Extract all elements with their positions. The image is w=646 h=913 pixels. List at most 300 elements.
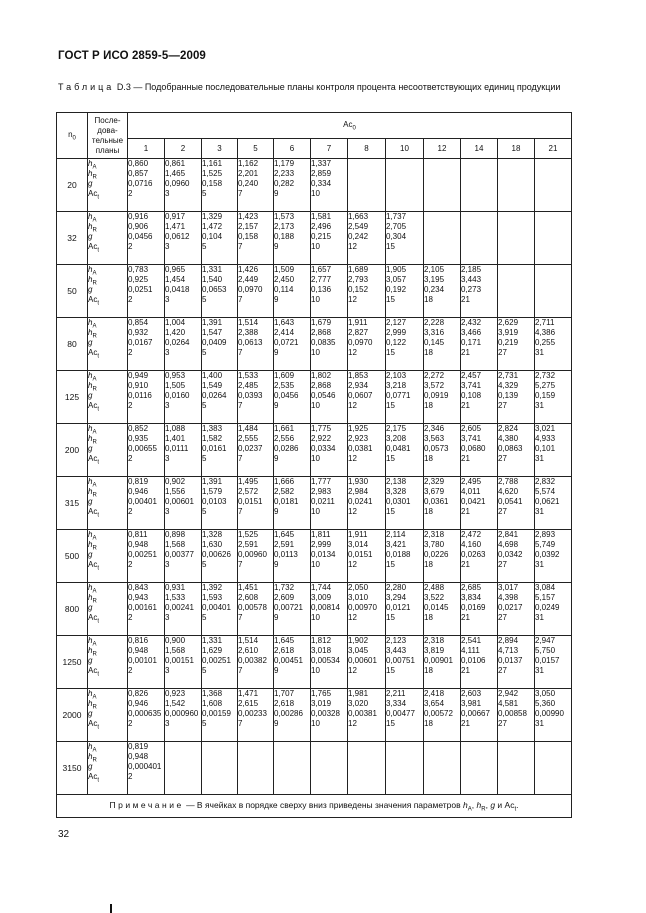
plan-value: 1,549 [202,381,223,390]
plan-value: 15 [386,454,395,463]
plan-value: 1,509 [274,265,295,274]
plan-cell [348,742,386,795]
parameter-label [88,454,127,464]
plan-value: 1,707 [274,689,295,698]
plan-cell [461,371,498,424]
plan-cell [535,742,572,795]
plan-value: 3,050 [535,689,556,698]
plan-value: 0,00251 [202,656,231,665]
plan-value: 1,581 [311,212,332,221]
table-row [57,159,572,212]
plan-value: 21 [461,666,470,675]
plan-value: 1,331 [202,636,223,645]
parameter-symbol: g [88,338,93,347]
parameter-label [88,507,127,517]
plan-cell [535,424,572,477]
parameter-symbol: h [88,742,93,751]
plan-cell [348,530,386,583]
plan-cell [461,530,498,583]
sample-size-cell: 800 [57,583,88,636]
plan-value: 15 [386,295,395,304]
plan-cell [348,636,386,689]
parameter-label [88,169,127,179]
plan-value: 0,00401 [202,603,231,612]
plan-value: 0,931 [165,583,186,592]
plan-value: 0,0249 [535,603,560,612]
plan-cell [311,583,348,636]
plan-value: 5 [202,666,207,675]
plan-value: 0,0111 [165,444,189,453]
plan-value: 1,525 [202,169,223,178]
plan-value: 0,0161 [202,444,227,453]
plan-value: 0,948 [128,646,149,655]
plan-value: 0,0286 [274,444,299,453]
plan-value: 0,282 [274,179,295,188]
plan-value: 12 [348,454,357,463]
plan-value: 3 [165,454,170,463]
plan-value: 0,0393 [238,391,263,400]
ac-column-header: 21 [535,139,572,159]
plan-cell [238,265,274,318]
plan-cell [424,371,461,424]
plan-value: 1,689 [348,265,369,274]
parameter-symbol: h [88,371,93,380]
plan-value: 0,0392 [535,550,560,559]
plan-value: 2,618 [274,699,295,708]
plan-value: 3,819 [424,646,445,655]
plan-cell [498,689,535,742]
parameter-labels-cell [88,159,128,212]
plan-value: 4,380 [498,434,519,443]
plan-value: 21 [461,348,470,357]
plan-value: 3 [165,348,170,357]
plan-cell [348,212,386,265]
plan-value: 0,0113 [274,550,298,559]
parameter-symbol: g [88,550,93,559]
plan-value: 2,859 [311,169,332,178]
plan-value: 10 [311,454,320,463]
plan-value: 12 [348,666,357,675]
plans-header-line: планы [95,145,120,155]
plan-cell [202,318,238,371]
plan-cell [165,159,202,212]
parameter-symbol: Ac [88,242,98,251]
plan-value: 1,911 [348,318,368,327]
plan-value: 31 [535,348,544,357]
plan-value: 10 [311,560,320,569]
plan-value: 18 [424,613,433,622]
parameter-symbol: g [88,656,93,665]
plan-cell [165,424,202,477]
plan-value: 1,765 [311,689,332,698]
plan-value: 3,021 [535,424,556,433]
table-row [57,636,572,689]
note-label: Примечание [109,799,184,810]
plan-value: 5 [202,401,207,410]
table-body [57,159,572,795]
plan-value: 2,608 [238,593,259,602]
note-param: g [490,799,496,810]
plan-cell [238,742,274,795]
plan-value: 3,563 [424,434,445,443]
plan-cell [498,742,535,795]
plan-value: 5 [202,560,207,569]
plan-value: 1,629 [202,646,223,655]
plan-value: 1,391 [202,477,223,486]
plan-value: 3,522 [424,593,445,602]
plan-value: 3,741 [461,434,482,443]
parameter-symbol: g [88,285,93,294]
plan-value: 1,451 [238,583,259,592]
sample-size-cell: 50 [57,265,88,318]
parameter-symbol: h [88,275,93,284]
table-row [57,265,572,318]
plan-value: 1,329 [202,212,223,221]
plan-value: 1,579 [202,487,223,496]
plan-cell [535,530,572,583]
plan-value: 0,00328 [311,709,340,718]
margin-mark [110,904,112,913]
plan-value: 2,211 [386,689,406,698]
ac0-header-sub: 0 [352,125,356,132]
plan-cell [202,212,238,265]
plan-value: 0,219 [498,338,519,347]
plan-value: 1,471 [238,689,259,698]
plan-value: 1,391 [202,318,223,327]
plan-value: 0,816 [128,636,149,645]
page-number: 32 [58,829,70,840]
plan-cell [238,212,274,265]
plan-value: 1,657 [311,265,332,274]
plan-value: 3,018 [311,646,332,655]
plan-value: 1,902 [348,636,369,645]
parameter-subscript: A [92,482,97,489]
plan-value: 2,318 [424,530,445,539]
plan-value: 2,272 [424,371,445,380]
plan-value: 5 [202,348,207,357]
plan-value: 2,123 [386,636,407,645]
plan-cell [348,159,386,212]
parameter-symbol: h [88,159,93,168]
plan-value: 3,009 [311,593,332,602]
parameter-subscript: A [92,376,97,383]
plan-value: 3,019 [311,699,332,708]
plan-value: 2,496 [311,222,332,231]
plan-value: 2,984 [348,487,369,496]
parameter-label [88,477,127,487]
ac-columns-row [57,139,572,159]
ac-column-header: 7 [311,139,348,159]
plan-value: 10 [311,401,320,410]
plan-value: 4,386 [535,328,556,337]
parameter-symbol: g [88,391,93,400]
parameter-symbol: h [88,328,93,337]
plan-cell [348,371,386,424]
plan-value: 2,605 [461,424,482,433]
table-row [57,583,572,636]
plan-value: 10 [311,242,320,251]
plans-header-line: тельные [91,135,124,145]
note-param-sub: t [514,806,517,813]
sample-size-cell: 200 [57,424,88,477]
ac-column-header: 18 [498,139,535,159]
plan-value: 2,609 [274,593,295,602]
plan-value: 1,925 [348,424,369,433]
parameter-subscript: R [92,598,97,605]
plan-cell [461,636,498,689]
plan-value: 0,000635 [128,709,162,718]
sample-size-cell: 315 [57,477,88,530]
parameter-symbol: g [88,444,93,453]
parameter-label [88,689,127,699]
plan-value: 0,0151 [348,550,373,559]
plan-value: 0,0863 [498,444,523,453]
parameter-subscript: t [97,777,100,784]
plan-cell [274,212,311,265]
parameter-subscript: t [97,618,100,625]
plan-cell [535,636,572,689]
ac-column-header: 6 [274,139,311,159]
plan-value: 3,443 [461,275,482,284]
parameter-subscript: R [92,492,97,499]
plan-cell [386,318,424,371]
plan-value: 2,201 [238,169,259,178]
plan-value: 2 [128,719,133,728]
parameter-subscript: A [92,323,97,330]
plan-value: 5,157 [535,593,556,602]
parameter-label [88,265,127,275]
plan-value: 2,050 [348,583,369,592]
plan-value: 3,421 [386,540,407,549]
plan-value: 1,179 [274,159,295,168]
ac-column-header: 10 [386,139,424,159]
plan-value: 1,643 [274,318,295,327]
plan-cell [165,265,202,318]
plan-value: 15 [386,507,395,516]
plan-value: 2,947 [535,636,556,645]
plan-cell [165,742,202,795]
plan-cell [165,477,202,530]
plan-value: 0,0721 [274,338,299,347]
note-param: h [476,799,482,810]
plan-cell [348,583,386,636]
plan-value: 2,711 [535,318,555,327]
plan-value: 18 [424,666,433,675]
parameter-label [88,371,127,381]
parameter-subscript: A [92,164,97,171]
plan-value: 7 [238,242,243,251]
plan-value: 0,0264 [165,338,190,347]
plan-value: 1,426 [238,265,259,274]
plan-cell [238,583,274,636]
plan-cell [498,424,535,477]
plan-value: 0,925 [128,275,149,284]
plan-value: 2 [128,401,133,410]
plan-value: 0,949 [128,371,149,380]
plan-value: 1,609 [274,371,295,380]
plan-cell [128,477,165,530]
plan-value: 0,0103 [202,497,227,506]
plan-value: 2,618 [274,646,295,655]
ac0-header-label: Ac [343,119,353,129]
plan-value: 1,420 [165,328,186,337]
plan-value: 2,868 [311,381,332,390]
plan-value: 3,057 [386,275,407,284]
plan-value: 2,923 [348,434,369,443]
plan-value: 0,0960 [165,179,190,188]
plan-value: 0,00382 [238,656,267,665]
plan-value: 1,737 [386,212,407,221]
plans-header-line: После- [94,115,121,125]
plan-value: 0,0334 [311,444,336,453]
plan-value: 1,930 [348,477,369,486]
plan-cell [311,424,348,477]
parameter-label [88,752,127,762]
plan-value: 2,329 [424,477,445,486]
plan-value: 0,0621 [535,497,560,506]
plan-value: 2,582 [274,487,295,496]
plan-value: 0,948 [128,752,149,761]
plan-cell [348,689,386,742]
plan-value: 31 [535,454,544,463]
plan-value: 4,160 [461,540,482,549]
plan-value: 1,853 [348,371,369,380]
plan-value: 4,698 [498,540,519,549]
plan-cell [128,583,165,636]
plan-value: 12 [348,507,357,516]
plan-value: 0,00151 [165,656,194,665]
plan-value: 2 [128,348,133,357]
parameter-subscript: t [97,406,100,413]
plan-value: 0,0680 [461,444,486,453]
plan-value: 3,020 [348,699,369,708]
plan-value: 2,615 [238,699,259,708]
parameter-subscript: A [92,270,97,277]
plan-value: 12 [348,295,357,304]
plan-value: 7 [238,454,243,463]
plan-value: 1,495 [238,477,259,486]
plan-value: 7 [238,401,243,410]
plan-cell [348,424,386,477]
parameter-labels-cell [88,371,128,424]
plan-value: 1,645 [274,636,295,645]
parameter-symbol: h [88,530,93,539]
plan-value: 1,383 [202,424,223,433]
parameter-label [88,593,127,603]
plan-value: 31 [535,719,544,728]
plan-value: 0,0456 [128,232,153,241]
plan-value: 2,495 [461,477,482,486]
parameter-labels-cell [88,212,128,265]
plan-cell [311,265,348,318]
plan-value: 1,547 [202,328,223,337]
plan-value: 0,0970 [348,338,373,347]
plan-value: 0,910 [128,381,149,390]
parameter-label [88,613,127,623]
table-row [57,212,572,265]
plan-value: 2,233 [274,169,295,178]
plan-value: 1,328 [202,530,223,539]
plan-value: 31 [535,560,544,569]
plan-cell [461,583,498,636]
plan-value: 1,400 [202,371,223,380]
parameter-subscript: R [92,386,97,393]
plan-cell [386,689,424,742]
plan-cell [165,371,202,424]
plan-value: 2,535 [274,381,295,390]
plan-value: 0,159 [535,391,556,400]
plan-cell [274,424,311,477]
plan-value: 7 [238,719,243,728]
ac-column-header: 1 [128,139,165,159]
sample-size-cell: 1250 [57,636,88,689]
plan-value: 0,139 [498,391,519,400]
parameter-subscript: R [92,704,97,711]
parameter-symbol: Ac [88,666,98,675]
plan-value: 2,388 [238,328,259,337]
plan-value: 2 [128,772,133,781]
parameter-labels-cell [88,636,128,689]
parameter-label [88,242,127,252]
table-row [57,689,572,742]
plan-value: 0,857 [128,169,149,178]
parameter-symbol: h [88,434,93,443]
plan-value: 5,749 [535,540,556,549]
plan-value: 0,00286 [274,709,303,718]
plan-value: 0,334 [311,179,332,188]
plan-value: 3,741 [461,381,482,390]
plan-value: 0,819 [128,477,149,486]
parameter-label [88,540,127,550]
plan-value: 0,0181 [274,497,299,506]
plan-value: 2,983 [311,487,332,496]
n0-header-label: n [68,129,73,139]
plan-cell [424,265,461,318]
plan-value: 5 [202,189,207,198]
plan-value: 0,00451 [274,656,303,665]
plan-value: 1,454 [165,275,186,284]
parameter-subscript: t [97,300,100,307]
plan-value: 2,450 [274,275,295,284]
table-row [57,424,572,477]
plan-value: 18 [424,401,433,410]
plan-value: 31 [535,507,544,516]
plan-value: 5,275 [535,381,556,390]
plan-cell [165,636,202,689]
plan-value: 3 [165,719,170,728]
plan-value: 3,654 [424,699,445,708]
parameter-label [88,318,127,328]
plan-value: 9 [274,613,279,622]
plan-value: 0,188 [274,232,295,241]
plan-value: 1,981 [348,689,369,698]
plan-value: 21 [461,507,470,516]
plan-cell [535,265,572,318]
plan-cell [128,265,165,318]
plan-value: 0,965 [165,265,186,274]
plan-value: 1,744 [311,583,332,592]
plan-cell [311,212,348,265]
plan-value: 0,000401 [128,762,162,771]
plan-value: 12 [348,613,357,622]
plans-header [88,113,128,159]
plan-cell [311,530,348,583]
parameter-subscript: t [97,565,100,572]
plan-cell [165,212,202,265]
parameter-label [88,222,127,232]
plan-value: 0,0653 [202,285,227,294]
n0-header [57,113,88,159]
